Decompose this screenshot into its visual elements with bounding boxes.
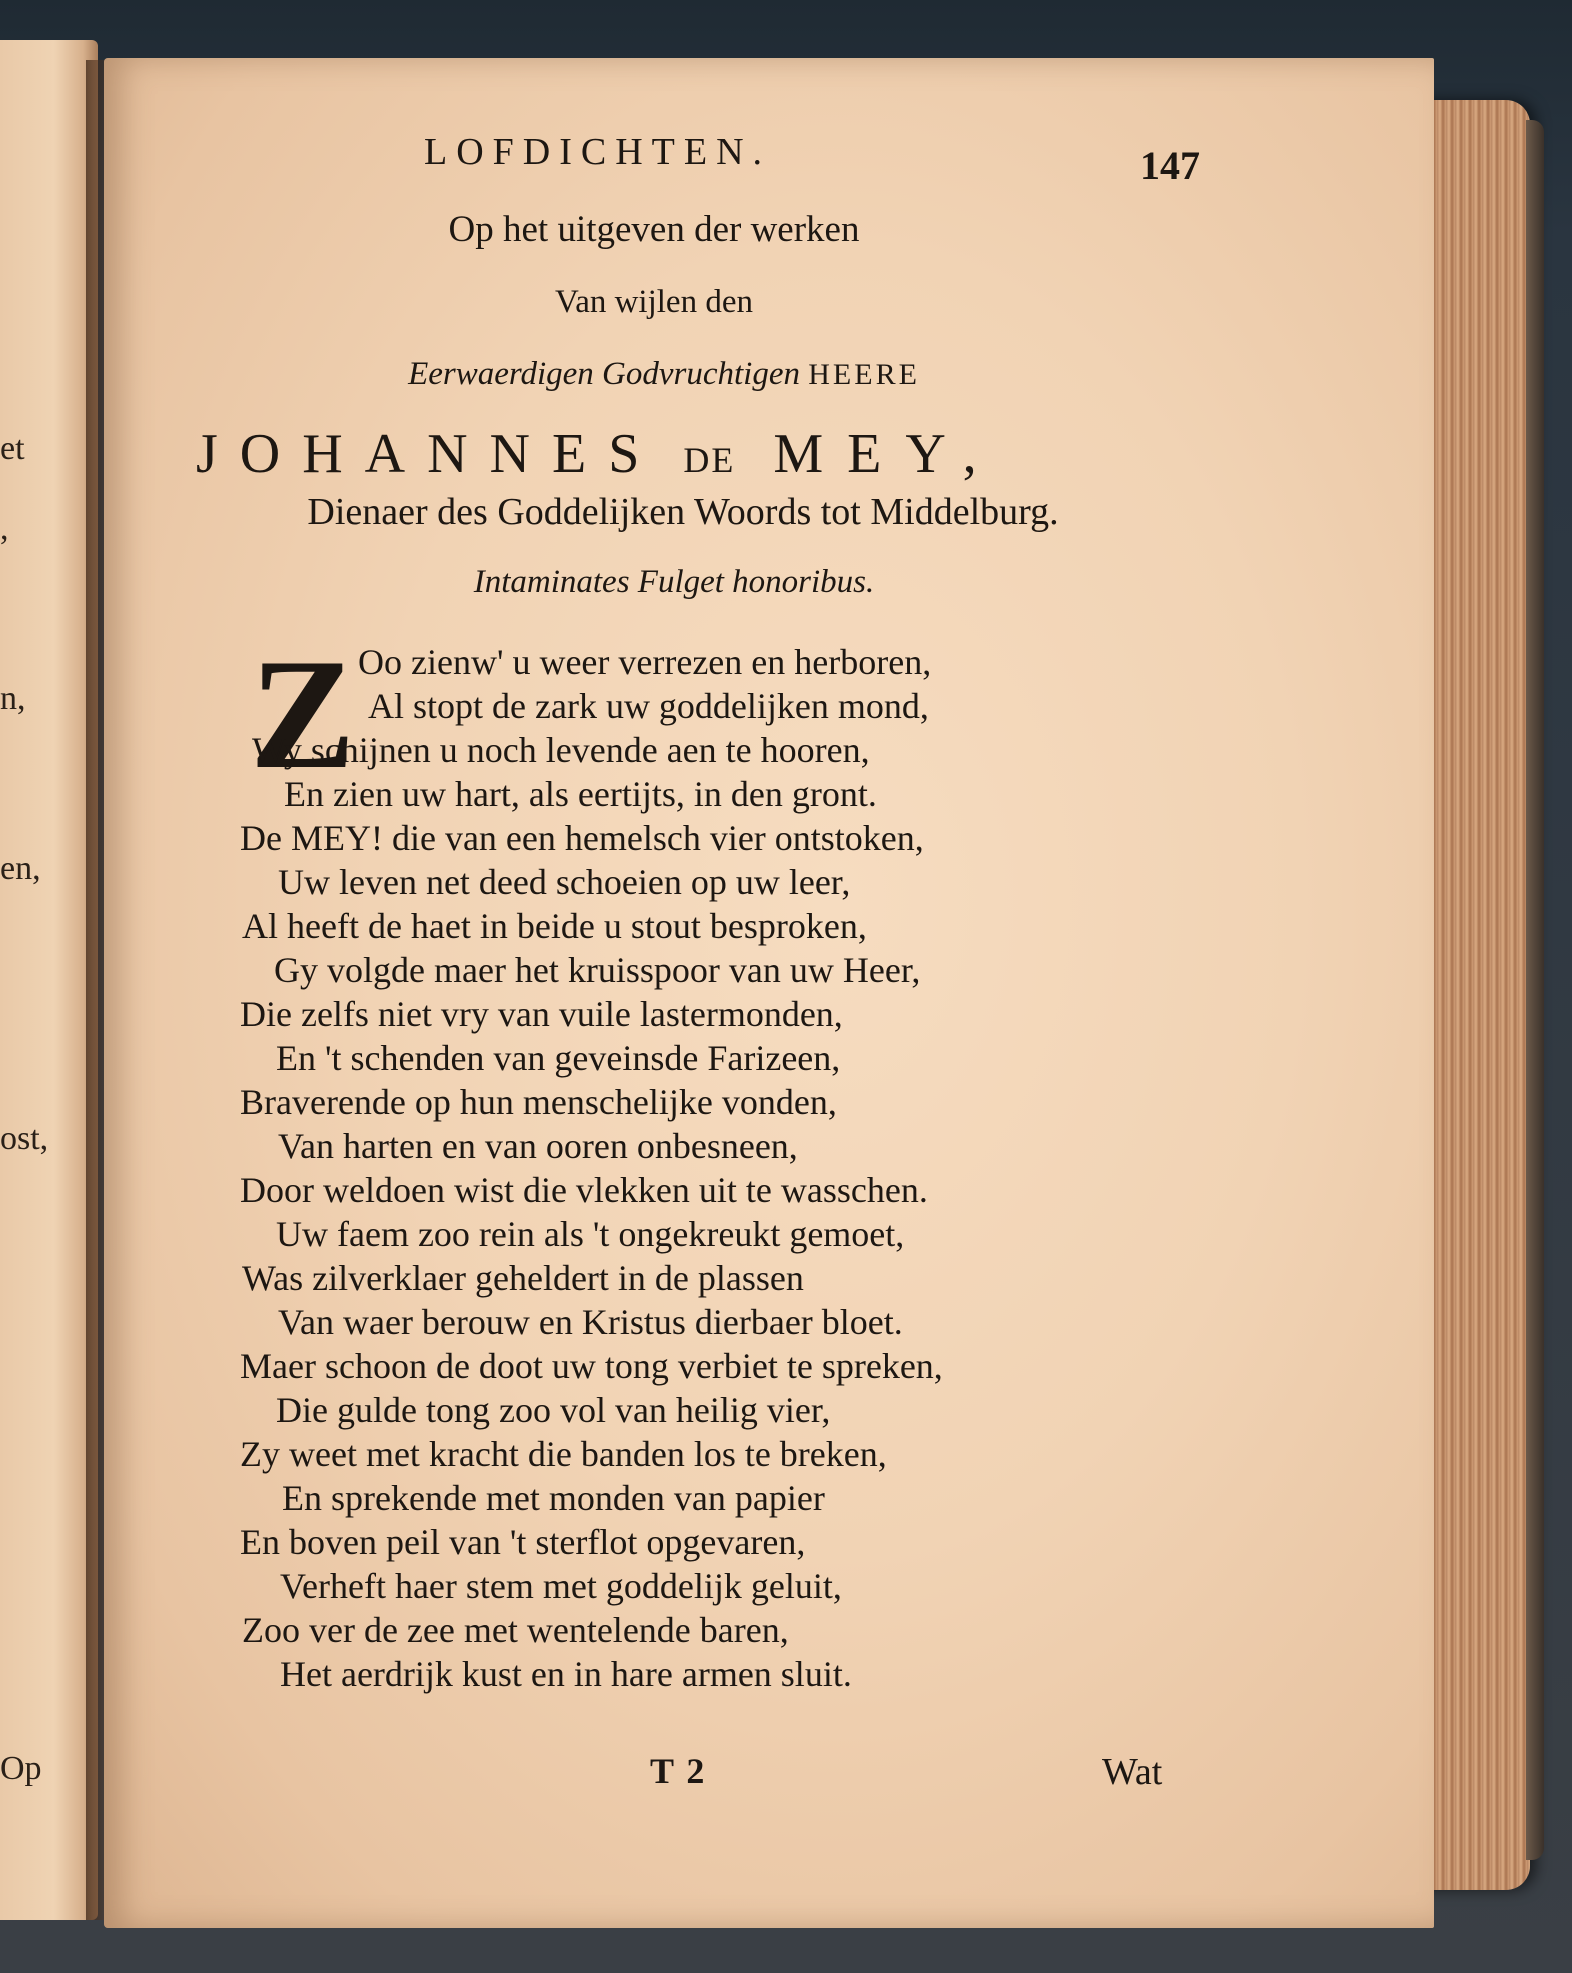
verse-line: Uw leven net deed schoeien op uw leer, (278, 862, 851, 902)
title-heere: HEERE (808, 358, 920, 391)
left-page-fragment: n, (0, 680, 26, 717)
title-line-5: Dienaer des Goddelijken Woords tot Middelburg. (307, 491, 1059, 533)
left-page-fragment: , (0, 510, 9, 547)
left-page-fragment: et (0, 430, 25, 467)
name-particle: DE (683, 440, 736, 480)
verse-line: Gy volgde maer het kruisspoor van uw Heer, (274, 950, 921, 990)
verse-line: En zien uw hart, als eertijts, in den gront. (284, 774, 877, 814)
left-page-fragment: ost, (0, 1120, 49, 1157)
verse-line: Van harten en van ooren onbesneen, (278, 1126, 798, 1166)
left-page-fragment: Op (0, 1750, 42, 1787)
title-line-3 (164, 356, 1164, 393)
verse-line: En 't schenden van geveinsde Farizeen, (276, 1038, 841, 1078)
verse-line: Van waer berouw en Kristus dierbaer bloet. (278, 1302, 903, 1342)
verse-line: Braverende op hun menschelijke vonden, (240, 1082, 837, 1122)
title-honorific: Eerwaerdigen Godvruchtigen (408, 356, 801, 392)
verse-line: Oo zienw' u weer verrezen en herboren, (358, 642, 932, 682)
running-head: LOFDICHTEN. (424, 131, 772, 173)
name-main: JOHANNES (196, 423, 662, 485)
verse-line: Zy weet met kracht die banden los te breken, (240, 1434, 887, 1474)
title-name (196, 422, 1296, 486)
left-page (0, 40, 98, 1920)
page-text-block (104, 58, 1434, 1928)
name-surname: MEY, (773, 423, 1001, 485)
verse-line: Maer schoon de doot uw tong verbiet te spreken, (240, 1346, 943, 1386)
page-number: 147 (1140, 143, 1200, 188)
verse-line: Verheft haer stem met goddelijk geluit, (280, 1566, 842, 1606)
title-motto: Intaminates Fulget honoribus. (473, 564, 875, 600)
verse-line: Het aerdrijk kust en in hare armen sluit. (280, 1654, 852, 1694)
drop-cap: Z (250, 627, 356, 802)
catchword: Wat (1102, 1751, 1163, 1793)
verse-line: Al heeft de haet in beide u stout besproken, (242, 906, 867, 946)
verse-line: Zoo ver de zee met wentelende baren, (242, 1610, 789, 1650)
signature-mark: T 2 (650, 1751, 707, 1791)
title-line-1: Op het uitgeven der werken (448, 209, 860, 250)
verse-line: De MEY! die van een hemelsch vier ontstoken, (240, 818, 924, 858)
verse-line: En sprekende met monden van papier (282, 1478, 825, 1518)
verse-line: Die gulde tong zoo vol van heilig vier, (276, 1390, 831, 1430)
verse-line: Die zelfs niet vry van vuile lastermonden, (240, 994, 843, 1034)
right-page (104, 58, 1434, 1928)
verse-line: En boven peil van 't sterflot opgevaren, (240, 1522, 806, 1562)
verse-line: Door weldoen wist die vlekken uit te wasschen. (240, 1170, 928, 1210)
verse-line: Al stopt de zark uw goddelijken mond, (368, 686, 929, 726)
verse-line: Was zilverklaer geheldert in de plassen (242, 1258, 804, 1298)
verse-line: Wy schijnen u noch levende aen te hooren, (252, 730, 870, 770)
left-page-fragment: en, (0, 850, 41, 887)
verse-line: Uw faem zoo rein als 't ongekreukt gemoet, (276, 1214, 905, 1254)
title-line-2: Van wijlen den (555, 284, 753, 320)
